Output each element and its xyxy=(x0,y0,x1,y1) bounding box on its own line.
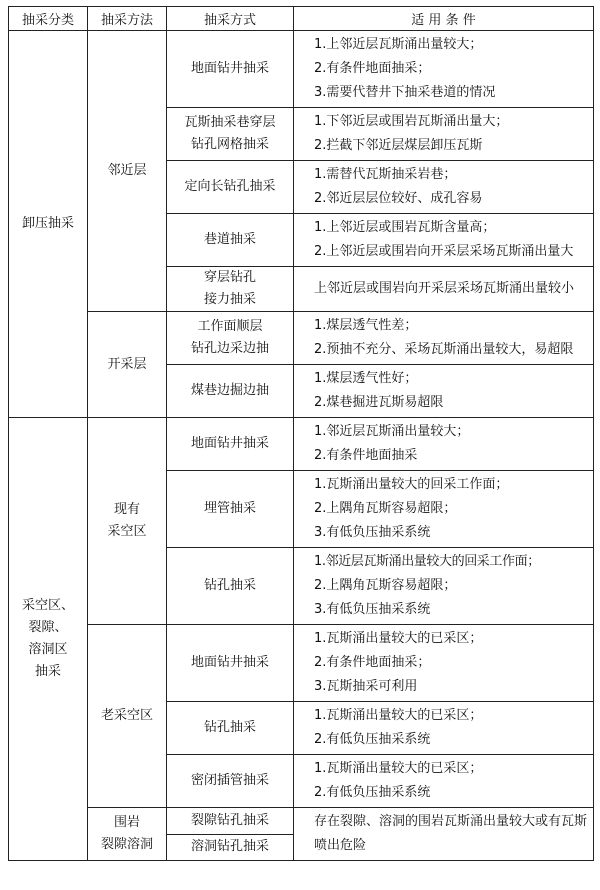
condition-line: 3.有低负压抽采系统 xyxy=(314,525,431,540)
mode-cell: 裂隙钻孔抽采 xyxy=(167,808,294,835)
condition-line: 2.有条件地面抽采； xyxy=(314,61,431,76)
condition-cell xyxy=(294,702,594,755)
table-row xyxy=(9,312,594,365)
condition-line: 1.瓦斯涌出量较大的已采区； xyxy=(314,761,483,776)
condition-line: 1.煤层透气性好； xyxy=(314,371,418,386)
method-cell: 现有 采空区 xyxy=(88,418,167,625)
condition-cell xyxy=(294,108,594,161)
method-cell: 邻近层 xyxy=(88,31,167,312)
condition-line: 3.瓦斯抽采可利用 xyxy=(314,679,418,694)
condition-line: 1.下邻近层或围岩瓦斯涌出量大； xyxy=(314,114,509,129)
category-cell: 采空区、 裂隙、 溶洞区 抽采 xyxy=(9,418,88,861)
header-category: 抽采分类 xyxy=(9,7,88,31)
table-row xyxy=(9,31,594,108)
header-method: 抽采方法 xyxy=(88,7,167,31)
mode-cell: 钻孔抽采 xyxy=(167,702,294,755)
mode-cell: 定向长钻孔抽采 xyxy=(167,161,294,214)
condition-cell xyxy=(294,755,594,808)
mode-cell: 埋管抽采 xyxy=(167,471,294,548)
header-row xyxy=(9,7,594,31)
condition-line: 1.邻近层瓦斯涌出量较大的回采工作面； xyxy=(314,554,540,569)
category-cell: 卸压抽采 xyxy=(9,31,88,418)
condition-line: 1.煤层透气性差； xyxy=(314,318,418,333)
header-mode: 抽采方式 xyxy=(167,7,294,31)
condition-cell xyxy=(294,31,594,108)
condition-line: 1.瓦斯涌出量较大的已采区； xyxy=(314,631,483,646)
condition-cell xyxy=(294,808,594,861)
table-row xyxy=(9,418,594,471)
condition-line: 2.上邻近层或围岩向开采层采场瓦斯涌出量大 xyxy=(314,244,574,259)
condition-line: 存在裂隙、溶洞的围岩瓦斯涌出量较大或有瓦斯喷出危险 xyxy=(314,814,588,853)
condition-cell xyxy=(294,214,594,267)
condition-line: 1.邻近层瓦斯涌出量较大； xyxy=(314,424,470,439)
mode-cell: 煤巷边掘边抽 xyxy=(167,365,294,418)
condition-line: 2.邻近层层位较好、成孔容易 xyxy=(314,191,483,206)
mode-cell: 穿层钻孔 接力抽采 xyxy=(167,267,294,312)
mode-cell: 地面钻井抽采 xyxy=(167,418,294,471)
table-row xyxy=(9,808,594,835)
method-cell: 围岩 裂隙溶洞 xyxy=(88,808,167,861)
condition-line: 2.上隅角瓦斯容易超限； xyxy=(314,501,457,516)
condition-cell xyxy=(294,548,594,625)
condition-line: 2.有条件地面抽采； xyxy=(314,655,431,670)
mode-cell: 地面钻井抽采 xyxy=(167,31,294,108)
mode-cell: 巷道抽采 xyxy=(167,214,294,267)
condition-cell xyxy=(294,161,594,214)
condition-line: 2.有低负压抽采系统 xyxy=(314,785,431,800)
condition-line: 1.上邻近层瓦斯涌出量较大； xyxy=(314,37,483,52)
condition-line: 3.需要代替井下抽采巷道的情况 xyxy=(314,85,496,100)
condition-line: 2.拦截下邻近层煤层卸压瓦斯 xyxy=(314,138,483,153)
condition-line: 2.有条件地面抽采 xyxy=(314,448,418,463)
mode-cell: 地面钻井抽采 xyxy=(167,625,294,702)
mode-cell: 溶洞钻孔抽采 xyxy=(167,834,294,861)
mode-cell: 瓦斯抽采巷穿层 钻孔网格抽采 xyxy=(167,108,294,161)
mode-cell: 密闭插管抽采 xyxy=(167,755,294,808)
condition-cell xyxy=(294,267,594,312)
mode-cell: 钻孔抽采 xyxy=(167,548,294,625)
condition-cell xyxy=(294,418,594,471)
mode-cell: 工作面顺层 钻孔边采边抽 xyxy=(167,312,294,365)
condition-cell xyxy=(294,625,594,702)
condition-line: 1.瓦斯涌出量较大的回采工作面； xyxy=(314,477,509,492)
condition-cell xyxy=(294,471,594,548)
condition-cell xyxy=(294,365,594,418)
condition-line: 2.煤巷掘进瓦斯易超限 xyxy=(314,395,444,410)
method-cell: 开采层 xyxy=(88,312,167,418)
table-row xyxy=(9,625,594,702)
condition-line: 1.需替代瓦斯抽采岩巷； xyxy=(314,167,457,182)
condition-line: 上邻近层或围岩向开采层采场瓦斯涌出量较小 xyxy=(314,281,575,296)
condition-line: 2.上隅角瓦斯容易超限； xyxy=(314,578,457,593)
method-cell: 老采空区 xyxy=(88,625,167,808)
condition-line: 3.有低负压抽采系统 xyxy=(314,602,431,617)
condition-line: 2.预抽不充分、采场瓦斯涌出量较大，易超限 xyxy=(314,342,574,357)
condition-cell xyxy=(294,312,594,365)
condition-line: 1.上邻近层或围岩瓦斯含量高； xyxy=(314,220,496,235)
condition-line: 1.瓦斯涌出量较大的已采区； xyxy=(314,708,483,723)
gas-drainage-table xyxy=(8,6,594,861)
header-conditions: 适 用 条 件 xyxy=(294,7,594,31)
condition-line: 2.有低负压抽采系统 xyxy=(314,732,431,747)
